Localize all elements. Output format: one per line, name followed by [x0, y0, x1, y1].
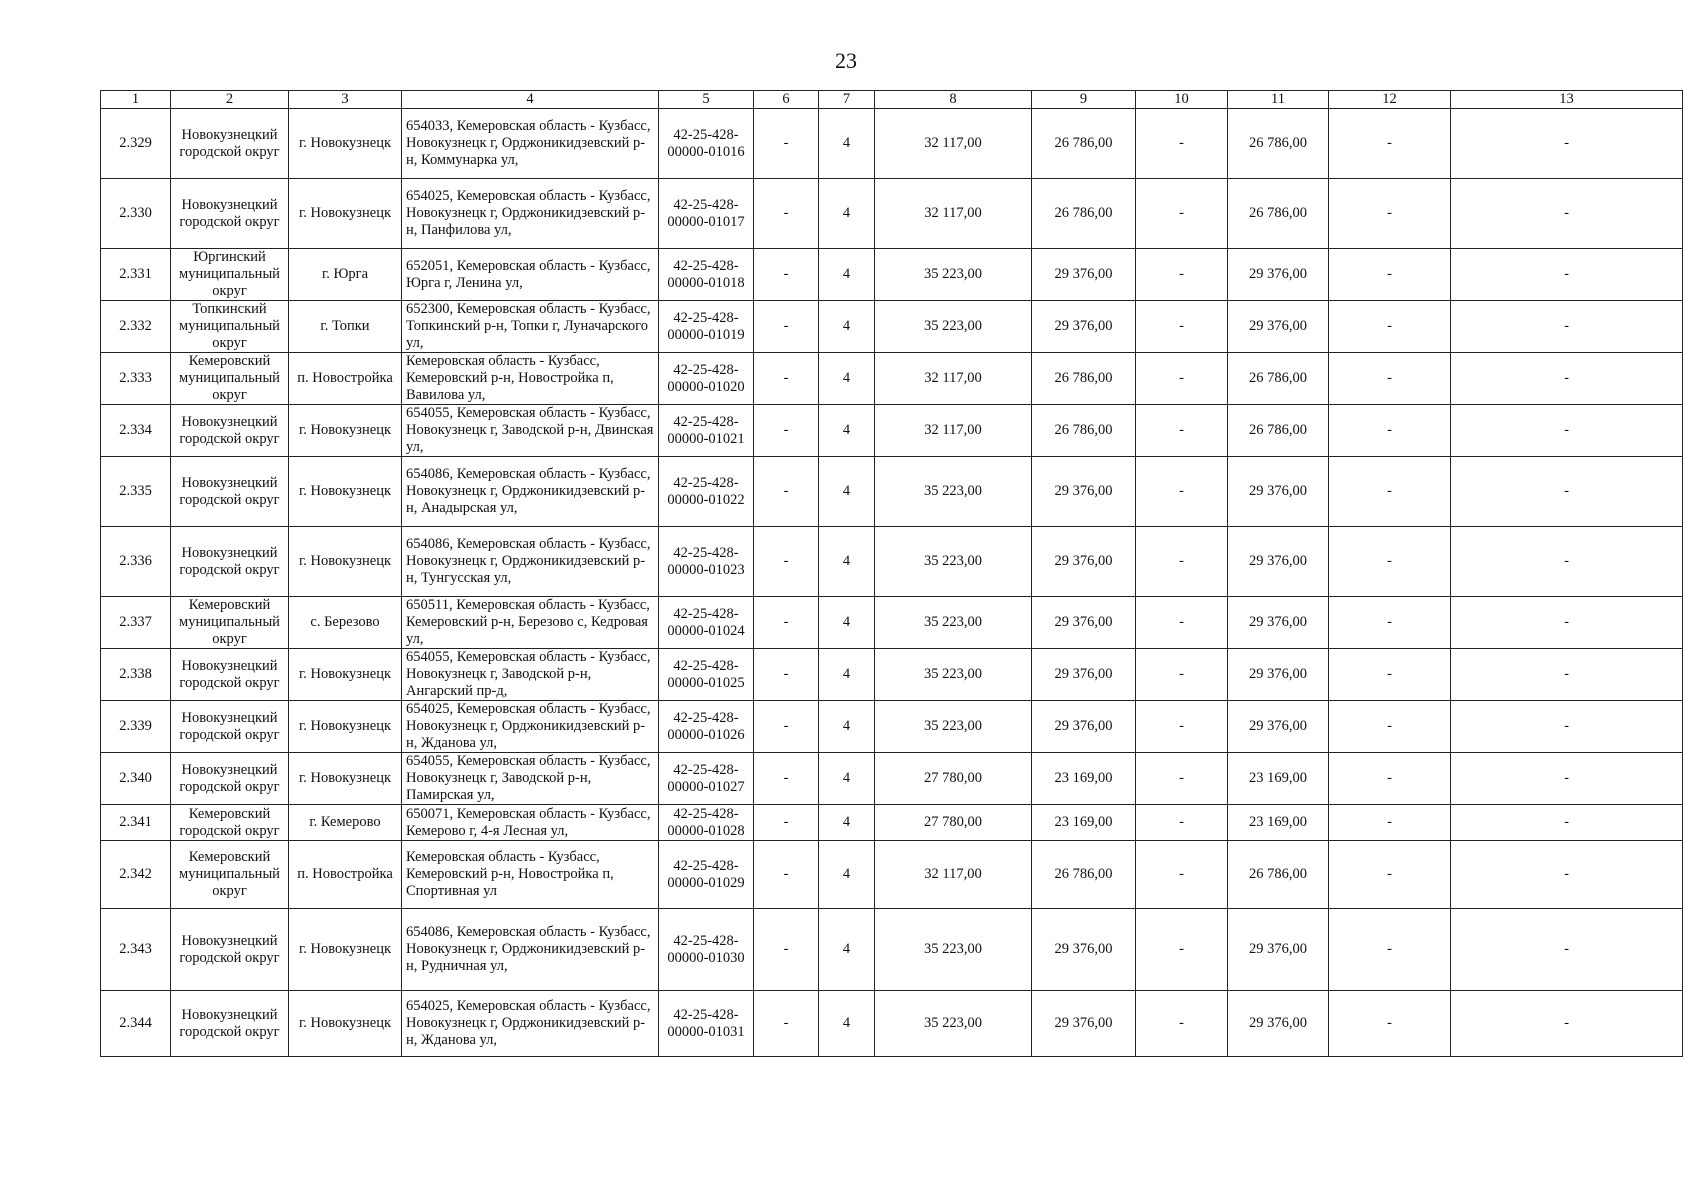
cell-col-7: 4 — [819, 753, 875, 805]
column-header-4: 4 — [402, 91, 659, 109]
cell-address: 654086, Кемеровская область - Кузбасс, Новокузнецк г, Орджоникидзевский р-н, Тунгусская ул, — [402, 527, 659, 597]
cell-col-12: - — [1329, 301, 1451, 353]
cell-row-number: 2.334 — [101, 405, 171, 457]
table-header — [101, 91, 1683, 109]
cell-col-6: - — [754, 353, 819, 405]
cell-district: Новокузнецкий городской округ — [171, 527, 289, 597]
cell-col-7: 4 — [819, 353, 875, 405]
cell-col-11: 29 376,00 — [1228, 701, 1329, 753]
cell-code: 42-25-428-00000-01030 — [659, 909, 754, 991]
cell-col-8: 32 117,00 — [875, 841, 1032, 909]
cell-col-6: - — [754, 701, 819, 753]
cell-city: г. Кемерово — [289, 805, 402, 841]
cell-col-12: - — [1329, 353, 1451, 405]
cell-col-9: 23 169,00 — [1032, 753, 1136, 805]
cell-col-8: 27 780,00 — [875, 753, 1032, 805]
cell-city: г. Новокузнецк — [289, 527, 402, 597]
column-header-13: 13 — [1451, 91, 1683, 109]
cell-row-number: 2.335 — [101, 457, 171, 527]
cell-col-6: - — [754, 405, 819, 457]
column-header-10: 10 — [1136, 91, 1228, 109]
cell-code: 42-25-428-00000-01024 — [659, 597, 754, 649]
cell-col-8: 35 223,00 — [875, 527, 1032, 597]
cell-code: 42-25-428-00000-01025 — [659, 649, 754, 701]
cell-col-6: - — [754, 179, 819, 249]
cell-col-9: 26 786,00 — [1032, 109, 1136, 179]
table-row — [101, 649, 1683, 701]
cell-col-11: 29 376,00 — [1228, 527, 1329, 597]
table-row — [101, 249, 1683, 301]
cell-district: Новокузнецкий городской округ — [171, 991, 289, 1057]
cell-col-9: 29 376,00 — [1032, 249, 1136, 301]
cell-address: 654025, Кемеровская область - Кузбасс, Новокузнецк г, Орджоникидзевский р-н, Жданова ул, — [402, 991, 659, 1057]
cell-col-7: 4 — [819, 301, 875, 353]
table-row — [101, 353, 1683, 405]
cell-code: 42-25-428-00000-01028 — [659, 805, 754, 841]
cell-col-9: 26 786,00 — [1032, 179, 1136, 249]
cell-address: 654086, Кемеровская область - Кузбасс, Новокузнецк г, Орджоникидзевский р-н, Анадырская ул, — [402, 457, 659, 527]
cell-col-6: - — [754, 805, 819, 841]
cell-col-13: - — [1451, 179, 1683, 249]
table-row — [101, 909, 1683, 991]
cell-row-number: 2.332 — [101, 301, 171, 353]
cell-address: 654086, Кемеровская область - Кузбасс, Новокузнецк г, Орджоникидзевский р-н, Рудничная ул, — [402, 909, 659, 991]
cell-row-number: 2.344 — [101, 991, 171, 1057]
cell-district: Новокузнецкий городской округ — [171, 457, 289, 527]
cell-col-10: - — [1136, 109, 1228, 179]
cell-district: Новокузнецкий городской округ — [171, 701, 289, 753]
cell-col-12: - — [1329, 909, 1451, 991]
cell-city: г. Новокузнецк — [289, 753, 402, 805]
cell-code: 42-25-428-00000-01022 — [659, 457, 754, 527]
cell-address: 650511, Кемеровская область - Кузбасс, Кемеровский р-н, Березово с, Кедровая ул, — [402, 597, 659, 649]
cell-col-11: 29 376,00 — [1228, 249, 1329, 301]
cell-code: 42-25-428-00000-01023 — [659, 527, 754, 597]
cell-district: Кемеровский муниципальный округ — [171, 597, 289, 649]
cell-col-13: - — [1451, 597, 1683, 649]
cell-col-13: - — [1451, 805, 1683, 841]
header-row — [101, 91, 1683, 109]
cell-col-11: 23 169,00 — [1228, 805, 1329, 841]
cell-col-10: - — [1136, 597, 1228, 649]
cell-address: Кемеровская область - Кузбасс, Кемеровский р-н, Новостройка п, Вавилова ул, — [402, 353, 659, 405]
cell-code: 42-25-428-00000-01017 — [659, 179, 754, 249]
cell-col-6: - — [754, 301, 819, 353]
column-header-6: 6 — [754, 91, 819, 109]
cell-col-8: 35 223,00 — [875, 457, 1032, 527]
cell-code: 42-25-428-00000-01027 — [659, 753, 754, 805]
cell-col-12: - — [1329, 753, 1451, 805]
cell-col-6: - — [754, 109, 819, 179]
cell-district: Новокузнецкий городской округ — [171, 179, 289, 249]
cell-row-number: 2.338 — [101, 649, 171, 701]
cell-col-8: 35 223,00 — [875, 597, 1032, 649]
cell-col-7: 4 — [819, 841, 875, 909]
cell-col-7: 4 — [819, 527, 875, 597]
table-row — [101, 405, 1683, 457]
cell-col-13: - — [1451, 109, 1683, 179]
cell-city: г. Новокузнецк — [289, 649, 402, 701]
cell-col-8: 35 223,00 — [875, 909, 1032, 991]
cell-col-9: 29 376,00 — [1032, 909, 1136, 991]
cell-col-7: 4 — [819, 597, 875, 649]
cell-col-10: - — [1136, 991, 1228, 1057]
cell-col-11: 29 376,00 — [1228, 649, 1329, 701]
cell-row-number: 2.329 — [101, 109, 171, 179]
cell-address: 652051, Кемеровская область - Кузбасс, Юрга г, Ленина ул, — [402, 249, 659, 301]
cell-city: с. Березово — [289, 597, 402, 649]
cell-col-10: - — [1136, 701, 1228, 753]
cell-col-10: - — [1136, 301, 1228, 353]
cell-code: 42-25-428-00000-01018 — [659, 249, 754, 301]
table-row — [101, 753, 1683, 805]
cell-col-12: - — [1329, 109, 1451, 179]
table-row — [101, 597, 1683, 649]
cell-col-13: - — [1451, 841, 1683, 909]
cell-col-13: - — [1451, 753, 1683, 805]
table-body — [101, 109, 1683, 1057]
cell-city: г. Новокузнецк — [289, 109, 402, 179]
cell-col-11: 26 786,00 — [1228, 109, 1329, 179]
cell-col-13: - — [1451, 405, 1683, 457]
data-table — [100, 90, 1683, 1057]
cell-row-number: 2.341 — [101, 805, 171, 841]
cell-col-12: - — [1329, 805, 1451, 841]
cell-col-11: 29 376,00 — [1228, 909, 1329, 991]
cell-col-7: 4 — [819, 249, 875, 301]
page-number: 23 — [835, 48, 857, 73]
cell-col-12: - — [1329, 597, 1451, 649]
cell-col-6: - — [754, 649, 819, 701]
cell-col-9: 29 376,00 — [1032, 649, 1136, 701]
cell-col-12: - — [1329, 179, 1451, 249]
cell-col-10: - — [1136, 753, 1228, 805]
cell-district: Кемеровский муниципальный округ — [171, 841, 289, 909]
cell-col-10: - — [1136, 249, 1228, 301]
table-row — [101, 527, 1683, 597]
cell-address: 654033, Кемеровская область - Кузбасс, Новокузнецк г, Орджоникидзевский р-н, Коммунарка ул, — [402, 109, 659, 179]
cell-col-9: 29 376,00 — [1032, 527, 1136, 597]
cell-col-8: 32 117,00 — [875, 405, 1032, 457]
cell-row-number: 2.330 — [101, 179, 171, 249]
cell-col-9: 29 376,00 — [1032, 701, 1136, 753]
cell-col-9: 26 786,00 — [1032, 405, 1136, 457]
cell-col-11: 29 376,00 — [1228, 991, 1329, 1057]
table-row — [101, 701, 1683, 753]
cell-col-13: - — [1451, 527, 1683, 597]
cell-district: Новокузнецкий городской округ — [171, 649, 289, 701]
cell-col-12: - — [1329, 405, 1451, 457]
cell-district: Новокузнецкий городской округ — [171, 753, 289, 805]
cell-col-10: - — [1136, 841, 1228, 909]
cell-col-11: 26 786,00 — [1228, 179, 1329, 249]
cell-row-number: 2.343 — [101, 909, 171, 991]
cell-row-number: 2.342 — [101, 841, 171, 909]
cell-col-7: 4 — [819, 991, 875, 1057]
cell-col-6: - — [754, 991, 819, 1057]
cell-col-8: 27 780,00 — [875, 805, 1032, 841]
cell-col-12: - — [1329, 701, 1451, 753]
cell-col-10: - — [1136, 909, 1228, 991]
column-header-7: 7 — [819, 91, 875, 109]
cell-col-11: 29 376,00 — [1228, 597, 1329, 649]
table-row — [101, 841, 1683, 909]
cell-col-10: - — [1136, 353, 1228, 405]
cell-address: 654055, Кемеровская область - Кузбасс, Новокузнецк г, Заводской р-н, Ангарский пр-д, — [402, 649, 659, 701]
cell-col-11: 26 786,00 — [1228, 405, 1329, 457]
cell-district: Кемеровский городской округ — [171, 805, 289, 841]
cell-col-9: 29 376,00 — [1032, 457, 1136, 527]
cell-address: 654055, Кемеровская область - Кузбасс, Новокузнецк г, Заводской р-н, Двинская ул, — [402, 405, 659, 457]
cell-col-13: - — [1451, 909, 1683, 991]
cell-code: 42-25-428-00000-01020 — [659, 353, 754, 405]
cell-col-13: - — [1451, 649, 1683, 701]
cell-col-13: - — [1451, 701, 1683, 753]
cell-address: 654055, Кемеровская область - Кузбасс, Новокузнецк г, Заводской р-н, Памирская ул, — [402, 753, 659, 805]
cell-col-7: 4 — [819, 179, 875, 249]
cell-col-7: 4 — [819, 109, 875, 179]
cell-col-9: 26 786,00 — [1032, 353, 1136, 405]
cell-address: 652300, Кемеровская область - Кузбасс, Топкинский р-н, Топки г, Луначарского ул, — [402, 301, 659, 353]
cell-col-8: 35 223,00 — [875, 301, 1032, 353]
column-header-9: 9 — [1032, 91, 1136, 109]
cell-col-11: 26 786,00 — [1228, 353, 1329, 405]
cell-col-13: - — [1451, 457, 1683, 527]
table-row — [101, 301, 1683, 353]
cell-col-10: - — [1136, 805, 1228, 841]
cell-col-9: 29 376,00 — [1032, 597, 1136, 649]
cell-col-9: 29 376,00 — [1032, 301, 1136, 353]
cell-row-number: 2.337 — [101, 597, 171, 649]
cell-city: г. Новокузнецк — [289, 405, 402, 457]
table-row — [101, 991, 1683, 1057]
cell-city: г. Новокузнецк — [289, 179, 402, 249]
column-header-2: 2 — [171, 91, 289, 109]
cell-col-11: 29 376,00 — [1228, 457, 1329, 527]
cell-address: Кемеровская область - Кузбасс, Кемеровский р-н, Новостройка п, Спортивная ул — [402, 841, 659, 909]
cell-col-11: 29 376,00 — [1228, 301, 1329, 353]
column-header-11: 11 — [1228, 91, 1329, 109]
cell-col-10: - — [1136, 649, 1228, 701]
cell-col-10: - — [1136, 179, 1228, 249]
cell-city: г. Новокузнецк — [289, 909, 402, 991]
cell-code: 42-25-428-00000-01029 — [659, 841, 754, 909]
cell-col-8: 35 223,00 — [875, 649, 1032, 701]
cell-col-13: - — [1451, 991, 1683, 1057]
cell-city: г. Юрга — [289, 249, 402, 301]
cell-district: Кемеровский муниципальный округ — [171, 353, 289, 405]
cell-col-6: - — [754, 249, 819, 301]
cell-col-12: - — [1329, 249, 1451, 301]
cell-col-7: 4 — [819, 909, 875, 991]
cell-col-8: 32 117,00 — [875, 179, 1032, 249]
cell-row-number: 2.336 — [101, 527, 171, 597]
cell-col-12: - — [1329, 649, 1451, 701]
cell-city: г. Новокузнецк — [289, 457, 402, 527]
cell-address: 654025, Кемеровская область - Кузбасс, Новокузнецк г, Орджоникидзевский р-н, Панфилова ул, — [402, 179, 659, 249]
cell-col-7: 4 — [819, 405, 875, 457]
cell-col-10: - — [1136, 527, 1228, 597]
cell-col-6: - — [754, 753, 819, 805]
cell-col-13: - — [1451, 301, 1683, 353]
cell-city: г. Новокузнецк — [289, 701, 402, 753]
cell-row-number: 2.340 — [101, 753, 171, 805]
cell-city: п. Новостройка — [289, 353, 402, 405]
column-header-8: 8 — [875, 91, 1032, 109]
cell-code: 42-25-428-00000-01016 — [659, 109, 754, 179]
cell-district: Топкинский муниципальный округ — [171, 301, 289, 353]
cell-address: 650071, Кемеровская область - Кузбасс, Кемерово г, 4-я Лесная ул, — [402, 805, 659, 841]
cell-col-10: - — [1136, 405, 1228, 457]
cell-col-9: 23 169,00 — [1032, 805, 1136, 841]
cell-col-12: - — [1329, 991, 1451, 1057]
cell-address: 654025, Кемеровская область - Кузбасс, Новокузнецк г, Орджоникидзевский р-н, Жданова ул, — [402, 701, 659, 753]
table-row — [101, 457, 1683, 527]
cell-col-8: 35 223,00 — [875, 701, 1032, 753]
table-row — [101, 109, 1683, 179]
cell-city: г. Топки — [289, 301, 402, 353]
cell-row-number: 2.331 — [101, 249, 171, 301]
cell-col-6: - — [754, 909, 819, 991]
cell-code: 42-25-428-00000-01019 — [659, 301, 754, 353]
cell-district: Новокузнецкий городской округ — [171, 405, 289, 457]
cell-col-6: - — [754, 457, 819, 527]
cell-code: 42-25-428-00000-01031 — [659, 991, 754, 1057]
cell-col-8: 32 117,00 — [875, 353, 1032, 405]
cell-col-9: 29 376,00 — [1032, 991, 1136, 1057]
cell-col-11: 26 786,00 — [1228, 841, 1329, 909]
cell-col-11: 23 169,00 — [1228, 753, 1329, 805]
cell-col-12: - — [1329, 457, 1451, 527]
cell-col-7: 4 — [819, 701, 875, 753]
cell-district: Юргинский муниципальный округ — [171, 249, 289, 301]
cell-col-6: - — [754, 597, 819, 649]
cell-col-8: 35 223,00 — [875, 991, 1032, 1057]
cell-col-13: - — [1451, 353, 1683, 405]
cell-row-number: 2.339 — [101, 701, 171, 753]
column-header-5: 5 — [659, 91, 754, 109]
cell-col-12: - — [1329, 841, 1451, 909]
cell-col-8: 32 117,00 — [875, 109, 1032, 179]
cell-col-12: - — [1329, 527, 1451, 597]
cell-city: п. Новостройка — [289, 841, 402, 909]
cell-district: Новокузнецкий городской округ — [171, 109, 289, 179]
cell-col-6: - — [754, 841, 819, 909]
cell-col-10: - — [1136, 457, 1228, 527]
cell-row-number: 2.333 — [101, 353, 171, 405]
table-row — [101, 179, 1683, 249]
table-row — [101, 805, 1683, 841]
cell-city: г. Новокузнецк — [289, 991, 402, 1057]
column-header-1: 1 — [101, 91, 171, 109]
cell-col-9: 26 786,00 — [1032, 841, 1136, 909]
cell-col-13: - — [1451, 249, 1683, 301]
cell-district: Новокузнецкий городской округ — [171, 909, 289, 991]
cell-col-7: 4 — [819, 457, 875, 527]
cell-code: 42-25-428-00000-01026 — [659, 701, 754, 753]
cell-col-6: - — [754, 527, 819, 597]
column-header-3: 3 — [289, 91, 402, 109]
column-header-12: 12 — [1329, 91, 1451, 109]
cell-col-8: 35 223,00 — [875, 249, 1032, 301]
cell-col-7: 4 — [819, 805, 875, 841]
cell-code: 42-25-428-00000-01021 — [659, 405, 754, 457]
cell-col-7: 4 — [819, 649, 875, 701]
